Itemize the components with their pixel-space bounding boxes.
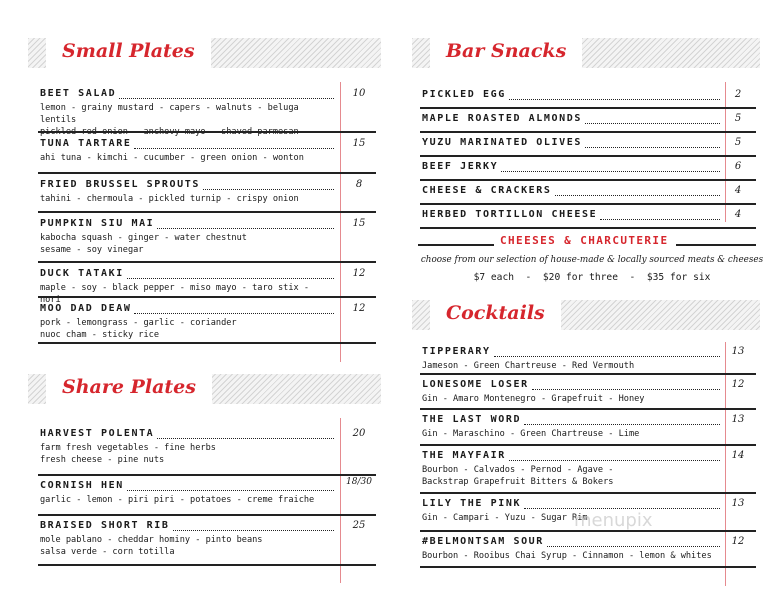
item-description: garlic - lemon - piri piri - potatoes - creme fraiche (40, 495, 315, 505)
item-name: MOO DAD DEAW (40, 303, 132, 314)
item-description: Bourbon - Rooibus Chai Syrup - Cinnamon - lemon & whites (422, 551, 712, 561)
menu-item (420, 536, 745, 572)
item-name-line (40, 268, 334, 281)
item-separator (38, 564, 376, 566)
bar-snacks-banner (412, 38, 760, 68)
bar-snacks-title: Bar Snacks (430, 32, 582, 70)
item-name: PUMPKIN SIU MAI (40, 218, 155, 229)
item-name: YUZU MARINATED OLIVES (422, 137, 583, 148)
menu-item (38, 303, 366, 349)
dot-leader (127, 490, 334, 491)
item-price: 13 (731, 414, 745, 425)
item-name-line (40, 179, 334, 192)
item-name-line (422, 414, 720, 427)
dot-leader (173, 530, 334, 531)
small-plates-title: Small Plates (46, 32, 211, 70)
item-name: BEET SALAD (40, 88, 117, 99)
item-price: 15 (352, 138, 366, 149)
item-price: 5 (734, 137, 742, 148)
item-description: maple - soy - black pepper - miso mayo - taro stix - nori (40, 283, 310, 305)
item-name: BRAISED SHORT RIB (40, 520, 170, 531)
dot-leader (134, 148, 334, 149)
menu-item (420, 346, 745, 379)
item-name: PICKLED EGG (422, 89, 506, 100)
menu-item (38, 218, 366, 268)
item-price: 18/30 (346, 477, 372, 487)
item-name-line (422, 450, 720, 463)
charcuterie-prices: $7 each - $20 for three - $35 for six (473, 272, 711, 283)
item-separator (420, 131, 756, 133)
menu-item (38, 88, 366, 138)
item-name-line (422, 346, 720, 359)
item-description: lemon - grainy mustard - capers - walnuts - beluga lentils pickled red onion - anchovy mayo - shaved parmesan (40, 103, 299, 137)
item-separator (38, 474, 376, 476)
item-name: FRIED BRUSSEL SPROUTS (40, 179, 201, 190)
menu-item (420, 209, 742, 233)
item-name: BEEF JERKY (422, 161, 499, 172)
bar-snacks-divider (725, 82, 726, 222)
menu-item (38, 520, 366, 570)
item-description: kabocha squash - ginger - water chestnut sesame - soy vinegar (40, 233, 247, 255)
share-plates-section (38, 428, 372, 570)
item-separator (38, 211, 376, 213)
menu-item (38, 179, 363, 218)
item-name-line (40, 138, 334, 151)
item-name: HERBED TORTILLON CHEESE (422, 209, 598, 220)
item-description: Gin - Maraschino - Green Chartreuse - Lime (422, 429, 640, 439)
item-price: 4 (734, 209, 742, 220)
menu-item (420, 113, 742, 137)
item-name: THE LAST WORD (422, 414, 522, 425)
item-separator (420, 155, 756, 157)
dot-leader (127, 278, 334, 279)
menu-item (420, 498, 745, 536)
menu-item (420, 89, 742, 113)
item-name-line (422, 161, 720, 174)
item-description: Jameson - Green Chartreuse - Red Vermouth (422, 361, 635, 371)
item-separator (38, 261, 376, 263)
item-name-line (422, 113, 720, 126)
share-plates-banner (28, 374, 381, 404)
dot-leader (555, 195, 720, 196)
item-price: 25 (352, 520, 366, 531)
dot-leader (494, 356, 720, 357)
dot-leader (509, 460, 720, 461)
watermark: menupix (574, 510, 653, 531)
item-description: pork - lemongrass - garlic - coriander nuoc cham - sticky rice (40, 318, 237, 340)
item-price: 20 (352, 428, 366, 439)
item-separator (420, 566, 756, 568)
item-name: TUNA TARTARE (40, 138, 132, 149)
dot-leader (600, 219, 720, 220)
item-separator (420, 373, 756, 375)
item-price: 12 (731, 379, 745, 390)
item-separator (420, 408, 756, 410)
item-price: 12 (352, 268, 366, 279)
item-description: mole pablano - cheddar hominy - pinto beans salsa verde - corn totilla (40, 535, 263, 557)
charcuterie-rule-right (676, 244, 756, 246)
dot-leader (547, 546, 720, 547)
item-separator (38, 296, 376, 298)
item-separator (420, 444, 756, 446)
item-separator (420, 203, 756, 205)
item-name-line (422, 379, 720, 392)
item-price: 4 (734, 185, 742, 196)
item-name: CHEESE & CRACKERS (422, 185, 552, 196)
item-price: 2 (734, 89, 742, 100)
dot-leader (509, 99, 720, 100)
item-description: tahini - chermoula - pickled turnip - crispy onion (40, 194, 299, 204)
item-price: 14 (731, 450, 745, 461)
item-price: 13 (731, 346, 745, 357)
item-name-line (40, 520, 334, 533)
item-price: 15 (352, 218, 366, 229)
cocktails-section (420, 346, 745, 572)
item-description: Gin - Amaro Montenegro - Grapefruit - Honey (422, 394, 645, 404)
menu-item (420, 161, 742, 185)
item-name-line (422, 89, 720, 102)
item-separator (420, 107, 756, 109)
item-separator (420, 179, 756, 181)
item-name-line (40, 428, 334, 441)
item-price: 13 (731, 498, 745, 509)
item-description: ahi tuna - kimchi - cucumber - green onion - wonton (40, 153, 304, 163)
item-name-line (40, 303, 334, 316)
dot-leader (119, 98, 334, 99)
item-price: 6 (734, 161, 742, 172)
item-separator (38, 342, 376, 344)
menu-item (420, 379, 745, 414)
dot-leader (157, 438, 334, 439)
item-name: HARVEST POLENTA (40, 428, 155, 439)
item-name-line (422, 536, 720, 549)
item-name-line (40, 480, 334, 493)
item-description: Gin - Campari - Yuzu - Sugar Rim (422, 513, 588, 523)
item-separator (420, 227, 756, 229)
item-name-line (422, 137, 720, 150)
small-plates-section (38, 88, 366, 349)
menu-item (420, 137, 742, 161)
cocktails-title: Cocktails (430, 294, 561, 332)
item-name-line (422, 185, 720, 198)
item-name: TIPPERARY (422, 346, 491, 357)
dot-leader (532, 389, 720, 390)
item-name-line (422, 498, 720, 511)
menu-item (38, 268, 366, 305)
dot-leader (157, 228, 334, 229)
item-name: THE MAYFAIR (422, 450, 506, 461)
item-price: 10 (352, 88, 366, 99)
menu-item (420, 450, 745, 498)
dot-leader (524, 424, 720, 425)
item-separator (38, 172, 376, 174)
item-description: Bourbon - Calvados - Pernod - Agave - Backstrap Grapefruit Bitters & Bokers (422, 465, 614, 487)
item-name-line (40, 88, 334, 101)
cocktails-banner (412, 300, 760, 330)
menu-item (38, 428, 366, 480)
share-plates-title: Share Plates (46, 368, 212, 406)
item-price: 8 (355, 179, 363, 190)
menu-item (38, 477, 372, 520)
item-name: LONESOME LOSER (422, 379, 529, 390)
charcuterie-subtitle: choose from our selection of house-made & locally sourced meats & cheeses (420, 255, 764, 265)
item-separator (38, 131, 376, 133)
charcuterie-title: CHEESES & CHARCUTERIE (500, 234, 669, 247)
menu-item (420, 414, 745, 450)
menu-item (38, 138, 366, 179)
item-separator (420, 492, 756, 494)
dot-leader (585, 147, 720, 148)
share-plates-divider (340, 418, 341, 583)
item-description: farm fresh vegetables - fine herbs fresh cheese - pine nuts (40, 443, 216, 465)
item-name: DUCK TATAKI (40, 268, 124, 279)
item-name: LILY THE PINK (422, 498, 522, 509)
dot-leader (524, 508, 720, 509)
dot-leader (585, 123, 720, 124)
dot-leader (203, 189, 334, 190)
item-name-line (422, 209, 720, 222)
small-plates-banner (28, 38, 381, 68)
item-price: 12 (352, 303, 366, 314)
item-name: MAPLE ROASTED ALMONDS (422, 113, 583, 124)
menu-item (420, 185, 742, 209)
item-price: 12 (731, 536, 745, 547)
bar-snacks-section (420, 89, 742, 233)
item-name: CORNISH HEN (40, 480, 124, 491)
item-price: 5 (734, 113, 742, 124)
dot-leader (134, 313, 334, 314)
dot-leader (501, 171, 720, 172)
item-name: #BELMONTSAM SOUR (422, 536, 544, 547)
charcuterie-rule-left (418, 244, 494, 246)
item-separator (38, 514, 376, 516)
small-plates-divider (340, 82, 341, 362)
item-name-line (40, 218, 334, 231)
